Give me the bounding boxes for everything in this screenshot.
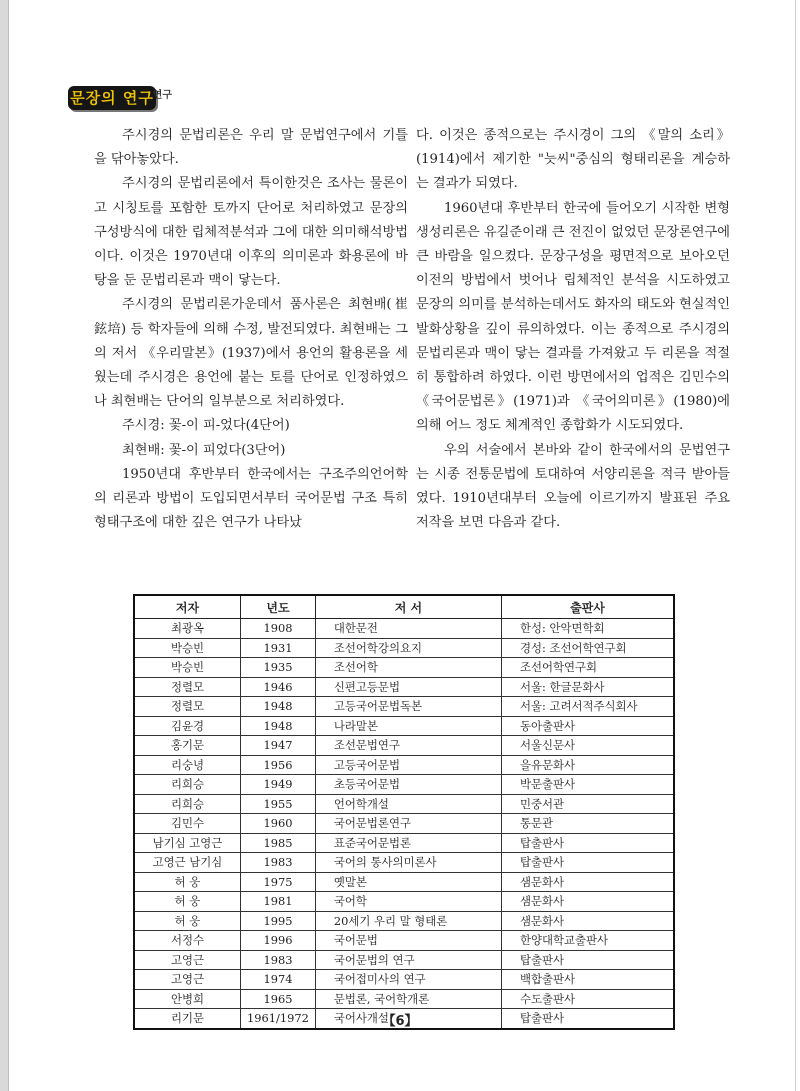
cell-year: 1948: [241, 697, 316, 717]
cell-author: 허 웅: [134, 892, 241, 912]
cell-author: 서정수: [134, 931, 241, 951]
cell-author: 허 웅: [134, 911, 241, 931]
left-paragraph-2: 주시경의 문법리론에서 특이한것은 조사는 물론이고 시칭토를 포함한 토까지 단어로 처리하였고 문장의 구성방식에 대한 립체적분석과 그에 대한 의미해석방법이다. 이것은 1970년대 이후의 의미론과 화용론에 바탕을 둔 문법리론과 맥이 닿는다.: [94, 176, 408, 289]
cell-publisher: 경성: 조선어학연구회: [502, 638, 674, 658]
cell-author: 정렬모: [134, 677, 241, 697]
cell-work: 조선어학강의요지: [315, 638, 501, 658]
header-author: 저자: [134, 595, 241, 619]
page-edge-left: [0, 0, 9, 1091]
cell-author: 안병희: [134, 989, 241, 1009]
cell-publisher: 조선어학연구회: [502, 658, 674, 678]
cell-work: 나라말본: [315, 716, 501, 736]
cell-author: 고영근: [134, 970, 241, 990]
cell-publisher: 한성: 안악면학회: [502, 619, 674, 639]
right-column: [416, 124, 730, 535]
cell-publisher: 샘문화사: [502, 892, 674, 912]
cell-author: 박승빈: [134, 638, 241, 658]
cell-author: 리희승: [134, 775, 241, 795]
cell-author: 김윤경: [134, 716, 241, 736]
works-table: [133, 594, 675, 1030]
example-line-1: 주시경: 꽃-이 피-었다(4단어): [122, 418, 290, 434]
table-row: [134, 658, 674, 678]
cell-work: 고등국어문법독본: [315, 697, 501, 717]
works-table-container: [133, 594, 675, 1030]
left-paragraph-1: 주시경의 문법리론은 우리 말 문법연구에서 기틀을 닦아놓았다.: [94, 128, 408, 168]
cell-year: 1949: [241, 775, 316, 795]
cell-publisher: 탑출판사: [502, 1009, 674, 1029]
cell-publisher: 백합출판사: [502, 970, 674, 990]
cell-year: 1975: [241, 872, 316, 892]
cell-author: 리희승: [134, 794, 241, 814]
cell-author: 김민수: [134, 814, 241, 834]
left-paragraph-4: 1950년대 후반부터 한국에서는 구조주의언어학의 리론과 방법이 도입되면서부터 국어문법 구조 특히 형태구조에 대한 깊은 연구가 나타났: [94, 466, 408, 531]
cell-author: 고영근: [134, 950, 241, 970]
cell-year: 1996: [241, 931, 316, 951]
cell-work: 표준국어문법론: [315, 833, 501, 853]
cell-publisher: 샘문화사: [502, 911, 674, 931]
cell-author: 홍기문: [134, 736, 241, 756]
cell-publisher: 민중서관: [502, 794, 674, 814]
table-row: [134, 931, 674, 951]
cell-publisher: 탑출판사: [502, 853, 674, 873]
page-edge-right: [795, 0, 796, 1091]
section-header-ext: 연구: [152, 90, 172, 101]
cell-year: 1981: [241, 892, 316, 912]
table-row: [134, 970, 674, 990]
cell-publisher: 박문출판사: [502, 775, 674, 795]
cell-year: 1995: [241, 911, 316, 931]
cell-work: 초등국어문법: [315, 775, 501, 795]
table-row: [134, 677, 674, 697]
cell-publisher: 통문관: [502, 814, 674, 834]
table-row: [134, 892, 674, 912]
section-header-text: 문장의 연구: [70, 89, 154, 107]
table-row: [134, 814, 674, 834]
table-row: [134, 775, 674, 795]
table-row: [134, 989, 674, 1009]
cell-year: 1960: [241, 814, 316, 834]
example-line-2: 최현배: 꽃-이 피었다(3단어): [122, 442, 286, 458]
cell-author: 허 웅: [134, 872, 241, 892]
cell-author: 리숭녕: [134, 755, 241, 775]
cell-year: 1948: [241, 716, 316, 736]
cell-work: 국어의 통사의미론사: [315, 853, 501, 873]
table-row: [134, 872, 674, 892]
section-header-badge: [68, 86, 172, 110]
table-row: [134, 794, 674, 814]
cell-publisher: 서울: 한글문화사: [502, 677, 674, 697]
cell-year: 1956: [241, 755, 316, 775]
cell-work: 20세기 우리 말 형태론: [315, 911, 501, 931]
right-paragraph-2: 1960년대 후반부터 한국에 들어오기 시작한 변형생성리론은 유길준이래 큰 전진이 없었던 문장론연구에 큰 바람을 일으켰다. 문장구성을 평면적으로 보아오던 이전의 방법에서 벗어나 립체적인 분석을 시도하였고 문장의 의미를 분석하는데서도 화자의 태도와 현실적인 발화상황을 깊이 류의하였다. 이는 종적으로 주시경의 문법리론과 맥이 닿는 결과를 가져왔고 두 리론을 적절히 통합하려 하였다. 이런 방면에서의 업적은 김민수의 《국어문법론》(1971)과 《국어의미론》(1980)에 의해 어느 정도 체계적인 종합화가 시도되였다.: [416, 200, 730, 434]
page-number: 【6】: [382, 1014, 418, 1029]
cell-author: 남기심 고영근: [134, 833, 241, 853]
table-header-row: [134, 595, 674, 619]
table-row: [134, 736, 674, 756]
cell-year: 1983: [241, 950, 316, 970]
table-row: [134, 950, 674, 970]
header-publisher: 출판사: [502, 595, 674, 619]
left-paragraph-3: 주시경의 문법리론가운데서 품사론은 최현배(崔鉉培) 등 학자들에 의해 수정, 발전되였다. 최현배는 그의 저서 《우리말본》(1937)에서 용언의 활용론을 세웠는데 주시경은 용언에 붙는 토를 단어로 인정하였으나 최현배는 단어의 일부분으로 처리하였다.: [94, 297, 408, 410]
cell-publisher: 수도출판사: [502, 989, 674, 1009]
right-paragraph-3: 우의 서술에서 본바와 같이 한국에서의 문법연구는 시종 전통문법에 토대하여 서양리론을 적극 받아들였다. 1910년대부터 오늘에 이르기까지 발표된 주요 저작을 보면 다음과 같다.: [416, 442, 730, 531]
cell-work: 대한문전: [315, 619, 501, 639]
cell-author: 정렬모: [134, 697, 241, 717]
cell-work: 신편고등문법: [315, 677, 501, 697]
cell-year: 1935: [241, 658, 316, 678]
table-row: [134, 755, 674, 775]
cell-work: 고등국어문법: [315, 755, 501, 775]
cell-work: 언어학개설: [315, 794, 501, 814]
cell-author: 최광옥: [134, 619, 241, 639]
cell-author: 고영근 남기심: [134, 853, 241, 873]
header-work: 저 서: [315, 595, 501, 619]
cell-author: 박승빈: [134, 658, 241, 678]
cell-work: 국어문법의 연구: [315, 950, 501, 970]
cell-year: 1955: [241, 794, 316, 814]
cell-year: 1908: [241, 619, 316, 639]
cell-work: 국어문법: [315, 931, 501, 951]
cell-publisher: 한양대학교출판사: [502, 931, 674, 951]
cell-publisher: 서울신문사: [502, 736, 674, 756]
left-column: [94, 124, 408, 535]
header-year: 년도: [241, 595, 316, 619]
table-body: [134, 619, 674, 1029]
cell-publisher: 을유문화사: [502, 755, 674, 775]
cell-year: 1983: [241, 853, 316, 873]
table-row: [134, 833, 674, 853]
cell-author: 리기문: [134, 1009, 241, 1029]
cell-work: 국어문법론연구: [315, 814, 501, 834]
cell-year: 1974: [241, 970, 316, 990]
table-row: [134, 619, 674, 639]
cell-publisher: 서울: 고려서적주식회사: [502, 697, 674, 717]
cell-publisher: 탑출판사: [502, 833, 674, 853]
cell-year: 1947: [241, 736, 316, 756]
right-paragraph-1: 다. 이것은 종적으로는 주시경이 그의 《말의 소리》(1914)에서 제기한 "늣씨"중심의 형태리론을 계승하는 결과가 되였다.: [416, 128, 730, 192]
cell-work: 조선문법연구: [315, 736, 501, 756]
cell-work: 문법론, 국어학개론: [315, 989, 501, 1009]
cell-work: 조선어학: [315, 658, 501, 678]
cell-work: 국어사개설: [315, 1009, 501, 1029]
cell-publisher: 탑출판사: [502, 950, 674, 970]
cell-publisher: 동아출판사: [502, 716, 674, 736]
cell-work: 옛말본: [315, 872, 501, 892]
cell-year: 1961/1972: [241, 1009, 316, 1029]
table-row: [134, 853, 674, 873]
cell-work: 국어접미사의 연구: [315, 970, 501, 990]
cell-publisher: 샘문화사: [502, 872, 674, 892]
cell-year: 1931: [241, 638, 316, 658]
cell-year: 1985: [241, 833, 316, 853]
table-row: [134, 911, 674, 931]
table-row: [134, 697, 674, 717]
cell-year: 1965: [241, 989, 316, 1009]
cell-work: 국어학: [315, 892, 501, 912]
cell-year: 1946: [241, 677, 316, 697]
table-row: [134, 638, 674, 658]
table-row: [134, 716, 674, 736]
